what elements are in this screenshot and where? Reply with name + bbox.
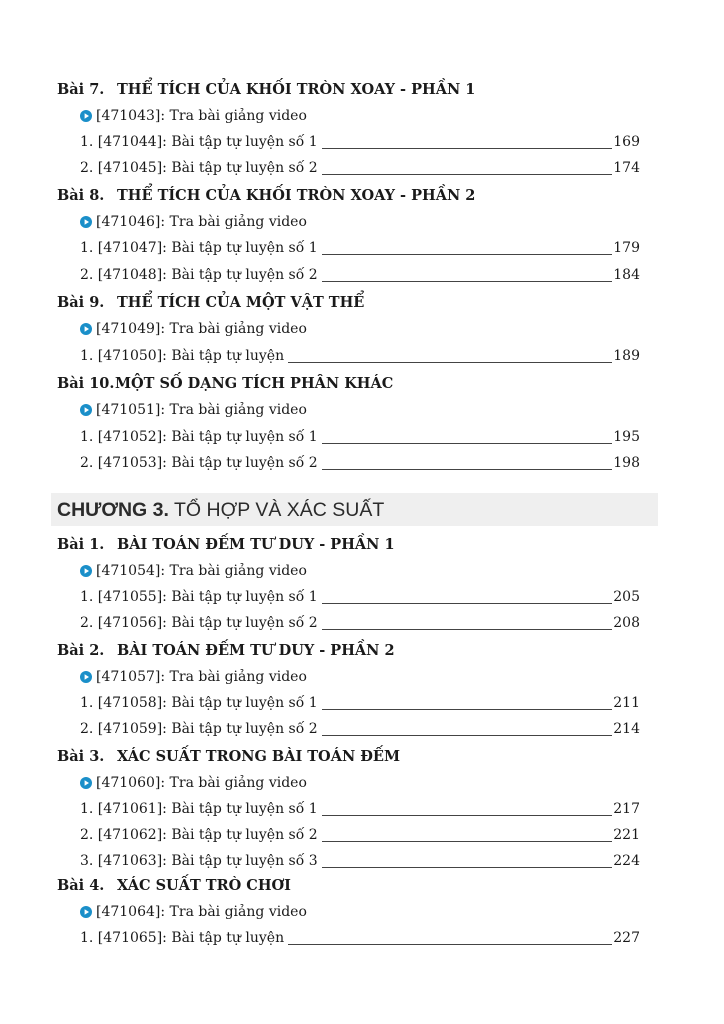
exercise-entry[interactable] xyxy=(0,237,724,261)
video-lecture-link[interactable] xyxy=(0,318,724,342)
dot-leader xyxy=(322,469,612,470)
exercise-title[interactable]: 2. [471059]: Bài tập tự luyện số 2 xyxy=(80,721,318,737)
dot-leader xyxy=(322,709,612,710)
video-lecture-text[interactable]: [471043]: Tra bài giảng video xyxy=(96,108,307,124)
video-lecture-link[interactable] xyxy=(0,211,724,235)
lesson-title: THỂ TÍCH CỦA KHỐI TRÒN XOAY - PHẦN 2 xyxy=(117,187,476,204)
page-number: 179 xyxy=(613,240,640,256)
page-number: 195 xyxy=(613,429,640,445)
dot-leader xyxy=(322,281,612,282)
exercise-title[interactable]: 3. [471063]: Bài tập tự luyện số 3 xyxy=(80,853,318,869)
video-lecture-link[interactable] xyxy=(0,105,724,129)
exercise-title[interactable]: 1. [471055]: Bài tập tự luyện số 1 xyxy=(80,589,318,605)
exercise-entry[interactable] xyxy=(0,345,724,369)
lesson-title: BÀI TOÁN ĐẾM TƯ DUY - PHẦN 1 xyxy=(117,536,395,553)
exercise-title[interactable]: 2. [471062]: Bài tập tự luyện số 2 xyxy=(80,827,318,843)
lesson-number: Bài 3. xyxy=(57,748,105,765)
dot-leader xyxy=(322,629,612,630)
video-lecture-link[interactable] xyxy=(0,772,724,796)
lesson-number: Bài 1. xyxy=(57,536,105,553)
lesson-heading xyxy=(0,875,724,899)
exercise-entry[interactable] xyxy=(0,692,724,716)
page-number: 205 xyxy=(613,589,640,605)
dot-leader xyxy=(288,944,612,945)
page-number: 189 xyxy=(613,348,640,364)
play-icon xyxy=(80,110,92,122)
play-icon xyxy=(80,404,92,416)
video-lecture-text[interactable]: [471049]: Tra bài giảng video xyxy=(96,321,307,337)
dot-leader xyxy=(322,815,612,816)
video-lecture-text[interactable]: [471057]: Tra bài giảng video xyxy=(96,669,307,685)
lesson-heading xyxy=(0,79,724,103)
dot-leader xyxy=(322,148,612,149)
video-lecture-line[interactable] xyxy=(80,563,307,579)
play-icon xyxy=(80,906,92,918)
exercise-title[interactable]: 2. [471045]: Bài tập tự luyện số 2 xyxy=(80,160,318,176)
exercise-entry[interactable] xyxy=(0,824,724,848)
lesson-title: MỘT SỐ DẠNG TÍCH PHÂN KHÁC xyxy=(115,375,394,392)
exercise-entry[interactable] xyxy=(0,612,724,636)
play-icon xyxy=(80,671,92,683)
page-number: 227 xyxy=(613,930,640,946)
dot-leader xyxy=(322,841,612,842)
exercise-title[interactable]: 2. [471056]: Bài tập tự luyện số 2 xyxy=(80,615,318,631)
exercise-entry[interactable] xyxy=(0,718,724,742)
exercise-entry[interactable] xyxy=(0,586,724,610)
exercise-entry[interactable] xyxy=(0,452,724,476)
video-lecture-line[interactable] xyxy=(80,214,307,230)
lesson-number: Bài 2. xyxy=(57,642,105,659)
lesson-title: THỂ TÍCH CỦA KHỐI TRÒN XOAY - PHẦN 1 xyxy=(117,81,476,98)
video-lecture-text[interactable]: [471064]: Tra bài giảng video xyxy=(96,904,307,920)
lesson-title: XÁC SUẤT TRÒ CHƠI xyxy=(117,877,291,894)
lesson-number: Bài 9. xyxy=(57,294,105,311)
exercise-entry[interactable] xyxy=(0,798,724,822)
page-number: 174 xyxy=(613,160,640,176)
play-icon xyxy=(80,323,92,335)
exercise-title[interactable]: 1. [471061]: Bài tập tự luyện số 1 xyxy=(80,801,318,817)
video-lecture-line[interactable] xyxy=(80,775,307,791)
page-number: 214 xyxy=(613,721,640,737)
video-lecture-text[interactable]: [471046]: Tra bài giảng video xyxy=(96,214,307,230)
exercise-title[interactable]: 1. [471050]: Bài tập tự luyện xyxy=(80,348,285,364)
lesson-heading xyxy=(0,640,724,664)
page-number: 217 xyxy=(613,801,640,817)
lesson-heading xyxy=(0,292,724,316)
lesson-heading xyxy=(0,534,724,558)
page-number: 198 xyxy=(613,455,640,471)
video-lecture-line[interactable] xyxy=(80,108,307,124)
exercise-title[interactable]: 1. [471058]: Bài tập tự luyện số 1 xyxy=(80,695,318,711)
lesson-heading xyxy=(0,373,724,397)
lesson-heading xyxy=(0,185,724,209)
video-lecture-line[interactable] xyxy=(80,904,307,920)
lesson-number: Bài 4. xyxy=(57,877,105,894)
play-icon xyxy=(80,777,92,789)
dot-leader xyxy=(322,443,612,444)
play-icon xyxy=(80,565,92,577)
lesson-title: BÀI TOÁN ĐẾM TƯ DUY - PHẦN 2 xyxy=(117,642,395,659)
video-lecture-text[interactable]: [471054]: Tra bài giảng video xyxy=(96,563,307,579)
chapter-label: CHƯƠNG 3. xyxy=(57,499,169,521)
video-lecture-line[interactable] xyxy=(80,321,307,337)
play-icon xyxy=(80,216,92,228)
page-number: 221 xyxy=(613,827,640,843)
video-lecture-text[interactable]: [471060]: Tra bài giảng video xyxy=(96,775,307,791)
exercise-title[interactable]: 2. [471053]: Bài tập tự luyện số 2 xyxy=(80,455,318,471)
exercise-title[interactable]: 1. [471052]: Bài tập tự luyện số 1 xyxy=(80,429,318,445)
video-lecture-link[interactable] xyxy=(0,666,724,690)
lesson-number: Bài 8. xyxy=(57,187,105,204)
exercise-entry[interactable] xyxy=(0,850,724,874)
lesson-title: XÁC SUẤT TRONG BÀI TOÁN ĐẾM xyxy=(117,748,401,765)
page-number: 211 xyxy=(613,695,640,711)
dot-leader xyxy=(322,867,612,868)
exercise-entry[interactable] xyxy=(0,157,724,181)
dot-leader xyxy=(288,362,612,363)
video-lecture-link[interactable] xyxy=(0,560,724,584)
exercise-entry[interactable] xyxy=(0,264,724,288)
dot-leader xyxy=(322,254,612,255)
exercise-title[interactable]: 2. [471048]: Bài tập tự luyện số 2 xyxy=(80,267,318,283)
page-number: 224 xyxy=(613,853,640,869)
exercise-title[interactable]: 1. [471047]: Bài tập tự luyện số 1 xyxy=(80,240,318,256)
chapter-title: TỔ HỢP VÀ XÁC SUẤT xyxy=(173,499,385,521)
video-lecture-link[interactable] xyxy=(0,399,724,423)
lesson-number: Bài 7. xyxy=(57,81,105,98)
page-number: 208 xyxy=(613,615,640,631)
exercise-entry[interactable] xyxy=(0,927,724,951)
dot-leader xyxy=(322,603,612,604)
dot-leader xyxy=(322,735,612,736)
video-lecture-text[interactable]: [471051]: Tra bài giảng video xyxy=(96,402,307,418)
dot-leader xyxy=(322,174,612,175)
video-lecture-link[interactable] xyxy=(0,901,724,925)
lesson-heading xyxy=(0,746,724,770)
exercise-title[interactable]: 1. [471044]: Bài tập tự luyện số 1 xyxy=(80,134,318,150)
lesson-number: Bài 10. xyxy=(57,375,115,392)
video-lecture-line[interactable] xyxy=(80,669,307,685)
exercise-entry[interactable] xyxy=(0,131,724,155)
page-number: 169 xyxy=(613,134,640,150)
lesson-title: THỂ TÍCH CỦA MỘT VẬT THỂ xyxy=(117,294,365,311)
video-lecture-line[interactable] xyxy=(80,402,307,418)
exercise-title[interactable]: 1. [471065]: Bài tập tự luyện xyxy=(80,930,285,946)
chapter-heading xyxy=(51,493,658,526)
chapter-title-line xyxy=(57,499,384,522)
exercise-entry[interactable] xyxy=(0,426,724,450)
page-number: 184 xyxy=(613,267,640,283)
